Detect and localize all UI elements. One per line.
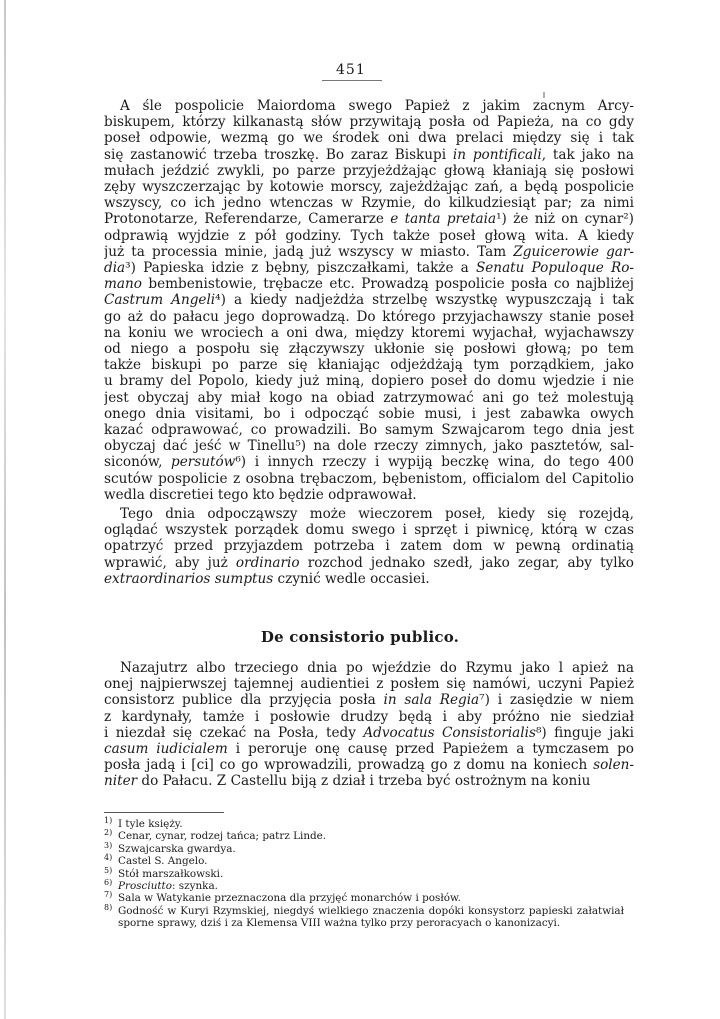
- text-line: opatrzyć przed przyjazdem potrzeba i zatem dom w pewną ordinatią: [104, 538, 634, 555]
- text-line: także biskupi po parze się kłaniając odjeżdżają tym porządkiem, jako: [104, 357, 634, 374]
- text-line: extraordinarios sumptus czynić wedle occasiei.: [104, 570, 430, 587]
- section-heading: De consistorio publico.: [260, 628, 460, 646]
- text-line: Protonotarze, Referendarze, Camerarze e tanta pretaia¹) że niż on cynar²): [104, 211, 634, 228]
- footnote: [104, 855, 624, 867]
- text-line: siconów, persutów⁶) i innych rzeczy i wypiją beczkę wina, do tego 400: [104, 454, 634, 471]
- footnote: [104, 830, 624, 842]
- text-line: Tego dnia odpocząwszy może wieczorem poseł, kiedy się rozejdą,: [120, 506, 634, 522]
- text-line: się zastanowić trzeba troszkę. Bo zaraz Biskupi in pontificali, tak jako na: [104, 146, 634, 163]
- footnote-rule: [104, 812, 224, 813]
- paragraph-3: [104, 660, 634, 790]
- text-line: wszyscy, co ich jedno wtenczas w Rzymie, do kilkudziesiąt par; za nimi: [104, 195, 634, 212]
- footnote-text: I tyle księży.: [118, 818, 183, 830]
- footnote: [104, 840, 624, 855]
- footnote-text: Sala w Watykanie przeznaczona dla przyjęć monarchów i posłów.: [118, 892, 461, 905]
- footnote-number: 3): [104, 840, 113, 850]
- footnote: [104, 902, 624, 930]
- footnote-number: 6): [104, 878, 113, 888]
- footnote-number: 1): [104, 816, 113, 825]
- page-number: 451: [336, 62, 366, 78]
- text-line: od niego a pospołu się złączywszy ukłonie się posłowi głową; po tem: [104, 341, 634, 358]
- footnote-text: Cenar, cynar, rodzej tańca; patrz Linde.: [118, 830, 327, 843]
- paragraph-1: [104, 98, 634, 503]
- text-line: zęby wyszczerzając by kotowie morscy, zajeżdżając zań, a będą pospolicie: [104, 179, 634, 196]
- text-line: posła jadą i [ci] co go wprowadzili, prowadzą go z domu na koniech solen-: [104, 757, 634, 774]
- footnote: [104, 865, 624, 880]
- footnote-text: Stół marszałkowski.: [118, 867, 224, 880]
- text-line: mano bembenistowie, trębacze etc. Prowadzą pospolicie posła co najbliżej: [104, 276, 634, 293]
- text-line: poseł odpowie, wezmą go we środek oni dwa prelaci między się i tak: [104, 130, 634, 147]
- text-line: niter do Pałacu. Z Castellu biją z dział i trzeba być ostrożnym na koniu: [104, 773, 591, 790]
- text-line: wprawić, aby już ordinario rozchod jednako szedł, jako zegar, aby tylko: [104, 554, 634, 571]
- text-line: odprawią wyjdzie z pół godziny. Tych także poseł głową wita. A kiedy: [104, 227, 634, 244]
- text-line: consistorz publice dla przyjęcia posła in sala Regia⁷) i zasiędzie w niem: [104, 692, 634, 709]
- footnote-number: 5): [104, 865, 113, 875]
- footnote-text: Prosciutto: szynka.: [118, 880, 218, 893]
- footnote: [104, 892, 624, 904]
- text-line: go aż do pałacu jego doprowadzą. Do którego przyjachawszy stanie poseł: [104, 308, 634, 325]
- footnote-text: Szwajcarska gwardya.: [118, 842, 236, 855]
- footnote-number: 7): [104, 890, 113, 900]
- text-line: scutów pospolicie z osobna trębaczom, bębenistom, officialom del Capitolio: [104, 470, 634, 487]
- text-line: onej najpierwszej tajemnej audientiei z posłem się namówi, uczyni Papież: [104, 676, 634, 693]
- footnote: [104, 880, 624, 892]
- text-line: jest obyczaj aby miał kogo na obiad zatrzymować ani go też molestują: [104, 389, 634, 406]
- text-line: i niezdał się czekać na Posła, tedy Advocatus Consistorialis⁸) finguje jaki: [104, 724, 634, 741]
- text-line: dia³) Papieska idzie z bębny, piszczałkami, także a Senatu Populoque Ro-: [104, 260, 634, 277]
- footnote-number: 8): [104, 902, 113, 912]
- footnote-number: 4): [104, 853, 113, 863]
- text-line: kazać odprawować, co prowadzili. Bo samym Szwajcarom tego dnia jest: [104, 422, 634, 439]
- text-line: Nazajutrz albo trzeciego dnia po wjeździe do Rzymu jako l apież na: [120, 660, 634, 676]
- text-line: obyczaj dać jeść w Tinellu⁵) na dole rzeczy zimnych, jako pasztetów, sal-: [104, 438, 634, 455]
- text-line: mułach jeździć zwykli, po parze przyjeżdżając głową kłaniają się posłowi: [104, 162, 634, 179]
- text-line: Castrum Angeli⁴) a kiedy nadjeżdża strzelbę wszystkę wypuszczają i tak: [104, 292, 634, 309]
- text-line: casum iudicialem i peroruje onę causę przed Papieżem a tymczasem po: [104, 741, 634, 758]
- text-line: biskupem, którzy kilkanastą słów przywitają posła od Papieża, na co gdy: [104, 114, 634, 131]
- text-line: z kardynały, tamże i posłowie drudzy będą i aby próżno nie siedział: [104, 708, 634, 725]
- text-line: oglądać wszystek porządek domu swego i sprzęt i piwnicę, którą w czas: [104, 522, 634, 539]
- text-line: już ta processia minie, jadą już wszyscy w miasto. Tam Zguicerowie gar-: [104, 243, 634, 260]
- scan-edge-shadow: [4, 0, 6, 1019]
- footnote-text: Castel S. Angelo.: [118, 855, 208, 868]
- text-line: u bramy del Popolo, kiedy już miną, dopiero poseł do domu wjedzie i nie: [104, 373, 634, 390]
- footnote: [104, 818, 624, 830]
- text-line: A śle pospolicie Maiordoma swego Papież z jakim zacnym Arcy-: [120, 98, 634, 114]
- footnotes: [104, 818, 624, 930]
- page-number-rule: [322, 80, 382, 81]
- text-line: wedla discretiei tego kto będzie odprawował.: [104, 486, 417, 503]
- text-line: onego dnia visitami, bo i odpocząć sobie musi, i jest zabawka owych: [104, 405, 634, 422]
- footnote-number: 2): [104, 828, 113, 838]
- paragraph-2: [104, 506, 634, 587]
- text-line: na koniu we wrociech a oni dwa, między ktoremi wyjachał, wyjachawszy: [104, 324, 634, 341]
- footnote-text: Godność w Kuryi Rzymskiej, niegdyś wielkiego znaczenia dopóki konsystorz papieski załatwiał sporne sprawy, dziś i za Klemensa VIII ważna tylko przy peroracyach o kanonizacyi.: [118, 904, 624, 930]
